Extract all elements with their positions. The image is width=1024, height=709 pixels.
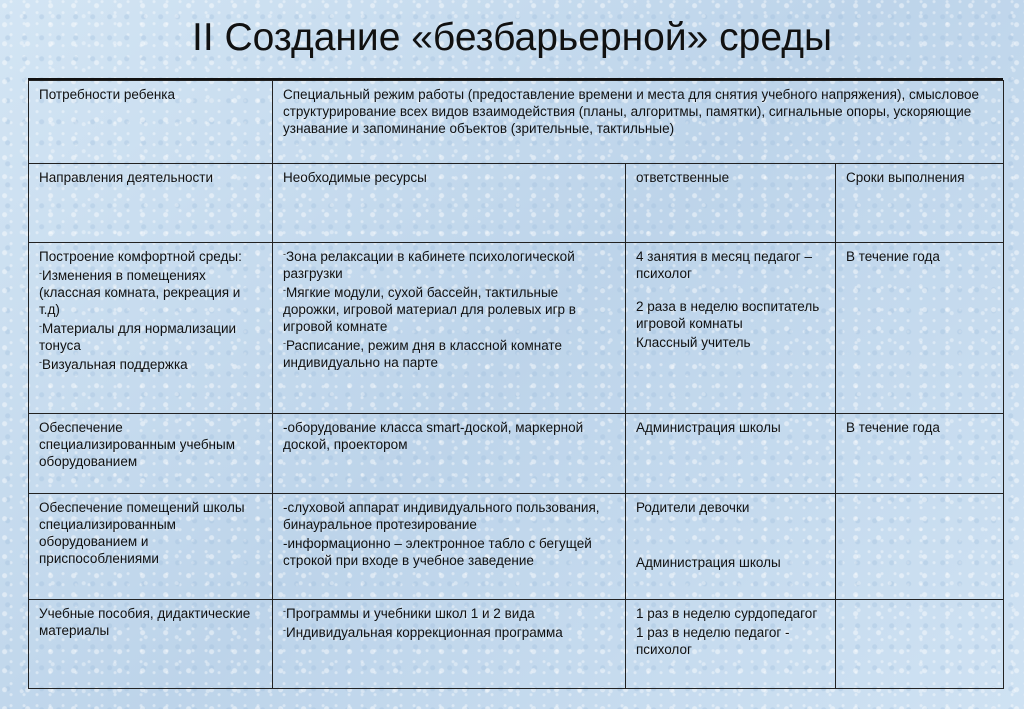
responsible-text: 2 раза в неделю воспитатель игровой комнаты — [636, 299, 820, 331]
list-item — [39, 356, 262, 373]
direction-text: Обеспечение помещений школы специализированным оборудованием и приспособлениями — [39, 500, 245, 566]
direction-cell — [29, 600, 273, 689]
bullet-dash-icon: - — [39, 357, 42, 367]
direction-cell — [29, 243, 273, 414]
needs-text-cell — [273, 81, 1004, 164]
header-responsible: ответственные — [636, 170, 730, 185]
responsible-cell — [626, 414, 836, 494]
resource-text: Программы и учебники школ 1 и 2 вида — [286, 606, 535, 621]
list-item — [283, 248, 615, 282]
resources-cell — [273, 600, 626, 689]
responsible-text: Классный учитель — [636, 335, 751, 350]
direction-text: Учебные пособия, дидактические материалы — [39, 606, 251, 638]
resource-text: Расписание, режим дня в классной комнате индивидуально на парте — [283, 338, 562, 370]
bullet-dash-icon: - — [283, 338, 286, 348]
header-cell-responsible — [626, 164, 836, 243]
bullet-dash-icon: - — [39, 321, 42, 331]
bullet-dash-icon: - — [283, 285, 286, 295]
responsible-cell — [626, 600, 836, 689]
header-cell-deadline — [836, 164, 1004, 243]
direction-cell — [29, 414, 273, 494]
resources-cell — [273, 414, 626, 494]
list-item — [283, 605, 615, 622]
deadline-cell — [836, 494, 1004, 600]
resource-text: -оборудование класса smart-доской, маркерной доской, проектором — [283, 420, 584, 452]
direction-text: Обеспечение специализированным учебным оборудованием — [39, 420, 236, 469]
needs-text: Специальный режим работы (предоставление времени и места для снятия учебного напряжения), смысловое структурирование всех видов взаимодействия (планы, алгоритмы, памятки), сигнальные опоры, ускоряющие узнавание и запоминание объектов (зрительные, тактильные) — [283, 87, 980, 136]
resources-cell — [273, 243, 626, 414]
table-row — [29, 494, 1004, 600]
resource-text: Индивидуальная коррекционная программа — [286, 625, 563, 640]
responsible-cell — [626, 243, 836, 414]
needs-row — [29, 81, 1004, 164]
header-cell-resources — [273, 164, 626, 243]
deadline-text: В течение года — [846, 420, 940, 435]
resource-text: -информационно – электронное табло с бегущей строкой при входе в учебное заведение — [283, 536, 592, 568]
responsible-text: Родители девочки — [636, 500, 750, 515]
table-row — [29, 243, 1004, 414]
header-deadline: Сроки выполнения — [846, 170, 965, 185]
list-item — [283, 337, 615, 371]
bullet-dash-icon: - — [39, 268, 42, 278]
bullet-dash-icon: - — [283, 625, 286, 635]
deadline-cell — [836, 600, 1004, 689]
responsible-cell — [626, 494, 836, 600]
responsible-text: 1 раз в неделю педагог - психолог — [636, 625, 790, 657]
page-title: II Создание «безбарьерной» среды — [192, 16, 832, 59]
header-row — [29, 164, 1004, 243]
list-item — [283, 284, 615, 335]
resources-cell — [273, 494, 626, 600]
table-row — [29, 600, 1004, 689]
deadline-text: В течение года — [846, 249, 940, 264]
responsible-text: 1 раз в неделю сурдопедагог — [636, 606, 818, 621]
list-item — [39, 320, 262, 354]
deadline-cell — [836, 243, 1004, 414]
responsible-text: Администрация школы — [636, 420, 781, 435]
needs-label: Потребности ребенка — [39, 87, 176, 102]
needs-label-cell — [29, 81, 273, 164]
resource-text: -слуховой аппарат индивидуального пользования, бинауральное протезирование — [283, 500, 600, 532]
deadline-cell — [836, 414, 1004, 494]
resource-text: Мягкие модули, сухой бассейн, тактильные дорожки, игровой материал для ролевых игр в игровой комнате — [283, 285, 576, 334]
header-resources: Необходимые ресурсы — [283, 170, 427, 185]
list-item — [39, 267, 262, 318]
header-direction: Направления деятельности — [39, 170, 214, 185]
direction-cell — [29, 494, 273, 600]
bullet-dash-icon: - — [283, 249, 286, 259]
direction-item-text: Материалы для нормализации тонуса — [39, 321, 237, 353]
responsible-text: 4 занятия в месяц педагог – психолог — [636, 249, 812, 281]
bullet-dash-icon: - — [283, 606, 286, 616]
responsible-text: Администрация школы — [636, 555, 781, 570]
plan-table — [28, 80, 1004, 689]
direction-text: Построение комфортной среды: — [39, 249, 242, 264]
resource-text: Зона релаксации в кабинете психологической разгрузки — [283, 249, 575, 281]
direction-item-text: Визуальная поддержка — [42, 357, 188, 372]
header-cell-direction — [29, 164, 273, 243]
direction-item-text: Изменения в помещениях (классная комната, рекреация и т.д) — [39, 268, 241, 317]
table-row — [29, 414, 1004, 494]
list-item — [283, 624, 615, 641]
